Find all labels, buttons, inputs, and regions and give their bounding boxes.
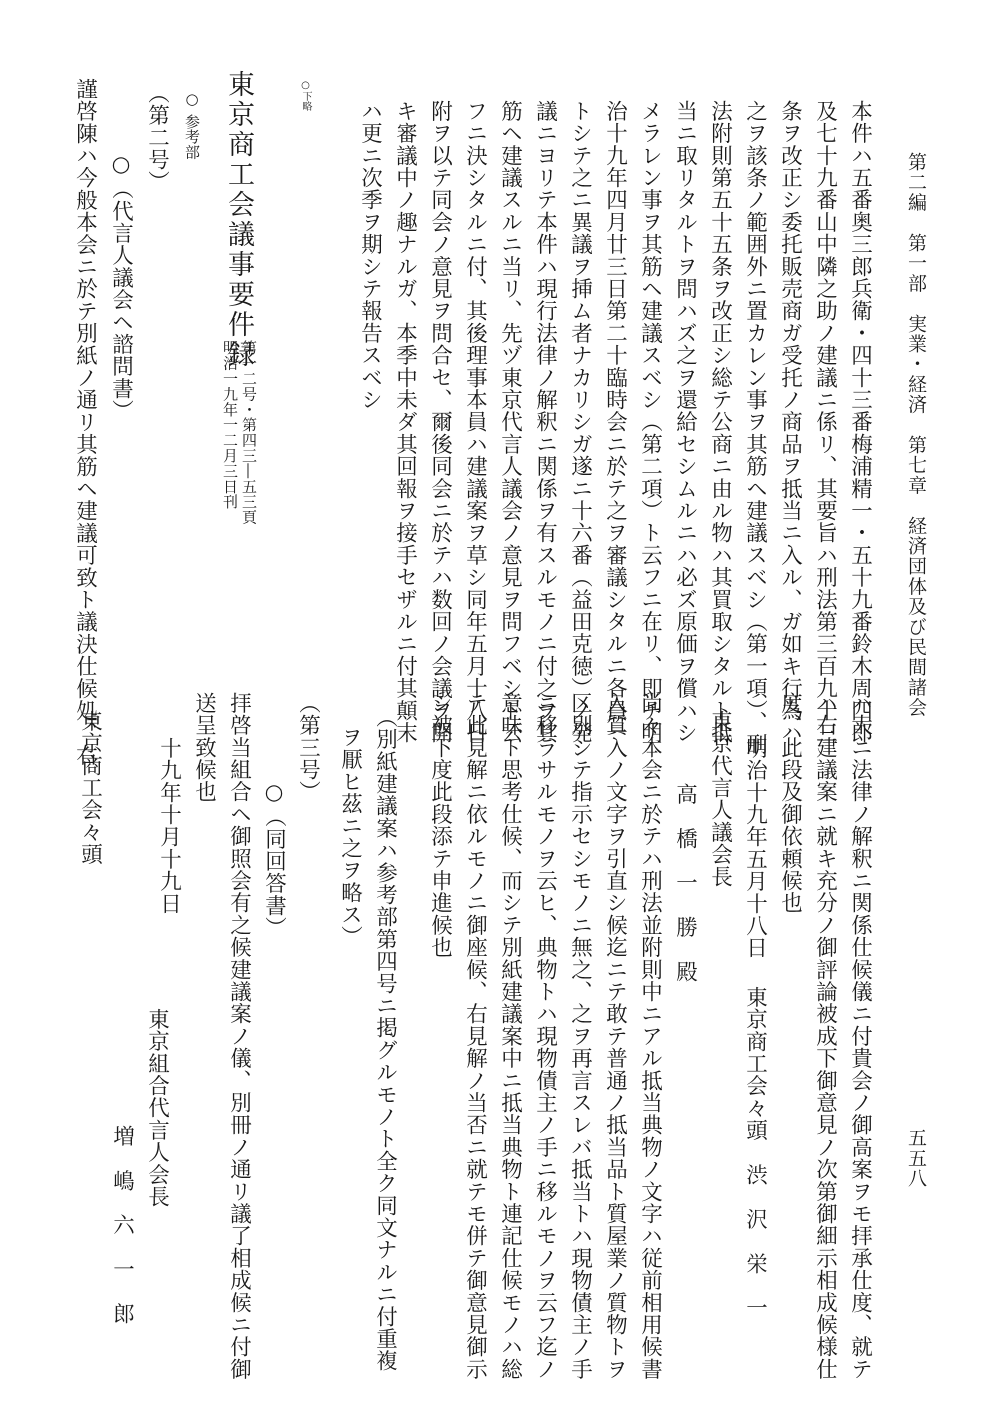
body-line: 筋ヘ建議スルニ当リ、先ヅ東京代言人議会ノ意見ヲ問フベシト云 bbox=[497, 100, 523, 744]
letter-recipient: 東京代言人議会長 bbox=[707, 710, 733, 888]
letter-sender: 東京商工会々頭 渋 沢 栄 一 bbox=[742, 986, 768, 1319]
body-line: メラレン事ヲ其筋ヘ建議スベシ（第二項）ト云フニ在リ、即チ明 bbox=[637, 100, 663, 744]
answer-line: 拝啓当組合ヘ御照会有之候建議案ノ儀、別冊ノ通リ議了相成候ニ付御 bbox=[226, 692, 252, 1381]
body-line: 治十九年四月廿三日第二十臨時会ニ於テ之ヲ審議シタルニ各員一 bbox=[602, 100, 628, 744]
reply-line: シ被下度此段添テ申進候也 bbox=[427, 692, 453, 959]
body-line: 議ニヨリテ本件ハ現行法律ノ解釈ニ関係ヲ有スルモノニ付之ヲ其 bbox=[532, 100, 558, 744]
letter-line: ハ右建議案ニ就キ充分ノ御評論被成下御意見ノ次第御細示相成候様仕 bbox=[812, 692, 838, 1381]
editorial-note: ヲ厭ヒ茲ニ之ヲ略ス） bbox=[337, 726, 363, 948]
reply-line: 尚々本会ニ於テハ刑法並附則中ニアル抵当典物ノ文字ハ従前相用候書 bbox=[637, 692, 663, 1381]
source-date: 明治一九年一二月三日刊 bbox=[221, 340, 239, 510]
running-title: 第二編 第一部 実業・経済 第七章 経済団体及び民間諸会 bbox=[905, 152, 927, 718]
item-number: （第二号） bbox=[144, 82, 170, 193]
answer-recipient: 東京商工会々頭 bbox=[77, 710, 103, 866]
item-number: （第三号） bbox=[295, 692, 321, 803]
letter-line: 度、此段及御依頼候也 bbox=[777, 692, 803, 914]
letter-addressee: 高 橋 一 勝 殿 bbox=[672, 783, 698, 983]
body-line: 条ヲ改正シ委托販売商ガ受托ノ商品ヲ抵当ニ入ル、ガ如キ行為ハ bbox=[777, 100, 803, 744]
body-line: 法附則第五十五条ヲ改正シ総テ公商ニ由ル物ハ其買取シタルト抵 bbox=[707, 100, 733, 744]
reply-line: 意味ト思考仕候、而シテ別紙建議案中ニ抵当典物ト連記仕候モノハ総 bbox=[497, 692, 523, 1381]
body-line: 及七十九番山中隣之助ノ建議ニ係リ、其要旨ハ刑法第三百九十三 bbox=[812, 100, 838, 744]
answer-sender-org: 東京組合代言人会長 bbox=[144, 1008, 170, 1208]
reply-line: ニ移ラサルモノヲ云ヒ、典物トハ現物債主ノ手ニ移ルモノヲ云フ迄ノ bbox=[532, 692, 558, 1381]
reply-line: 区別シテ指示セシモノニ無之、之ヲ再言スレバ抵当トハ現物債主ノ手 bbox=[567, 692, 593, 1381]
letter-line: ハ大ニ法律ノ解釈ニ関係仕候儀ニ付貴会ノ御高案ヲモ拝承仕度、就テ bbox=[847, 692, 873, 1381]
page-number: 五五八 bbox=[905, 1128, 927, 1189]
omitted-note: ○下略 bbox=[300, 80, 311, 111]
letter-line: 謹啓陳ハ今般本会ニ於テ別紙ノ通リ其筋ヘ建議可致ト議決仕候処、右 bbox=[72, 78, 98, 767]
body-line: ハ更ニ次季ヲ期シテ報告スベシ bbox=[357, 100, 383, 411]
body-line: キ審議中ノ趣ナルガ、本季中未ダ其回報ヲ接手セザルニ付其顛末 bbox=[392, 100, 418, 744]
body-line: 当ニ取リタルトヲ問ハズ之ヲ還給セシムルニハ必ズ原価ヲ償ハシ bbox=[672, 100, 698, 744]
body-line: トシテ之ニ異議ヲ挿ム者ナカリシガ遂ニ十六番（益田克徳）ノ発 bbox=[567, 100, 593, 744]
reply-line: テ此見解ニ依ルモノニ御座候、右見解ノ当否ニ就テモ併テ御意見御示 bbox=[462, 692, 488, 1381]
answer-sender-name: 増 嶋 六 一 郎 bbox=[109, 1125, 135, 1325]
body-line: 附ヲ以テ同会ノ意見ヲ問合セ、爾後同会ニ於テハ数回ノ会議ヲ開 bbox=[427, 100, 453, 744]
body-line: 之ヲ該条ノ範囲外ニ置カレン事ヲ其筋ヘ建議スベシ（第一項）、刑 bbox=[742, 100, 768, 756]
body-line: フニ決シタルニ付、其後理事本員ハ建議案ヲ草シ同年五月十八日 bbox=[462, 100, 488, 744]
letter-date: 明治十九年五月十八日 bbox=[742, 737, 768, 959]
source-title: 東京商工会議事要件録 bbox=[223, 70, 254, 370]
item-heading: ○（代言人議会ヘ諮問書） bbox=[108, 152, 134, 422]
item-heading: ○（同回答書） bbox=[261, 780, 287, 939]
reply-line: 入質入ノ文字ヲ引直シ候迄ニテ敢テ普通ノ抵当品ト質屋業ノ質物トヲ bbox=[602, 692, 628, 1381]
source-reference: 第一二号・第四三―五三頁 bbox=[240, 340, 258, 525]
answer-date: 十九年十月十九日 bbox=[156, 737, 182, 915]
body-line: 本件ハ五番奥三郎兵衛・四十三番梅浦精一・五十九番鈴木周四郎 bbox=[847, 100, 873, 744]
section-heading: ○ 参考部 bbox=[183, 90, 201, 160]
answer-line: 送呈致候也 bbox=[191, 692, 217, 803]
editorial-note: （別紙建議案ハ参考部第四号ニ掲グルモノト全ク同文ナルニ付重複 bbox=[372, 706, 398, 1372]
